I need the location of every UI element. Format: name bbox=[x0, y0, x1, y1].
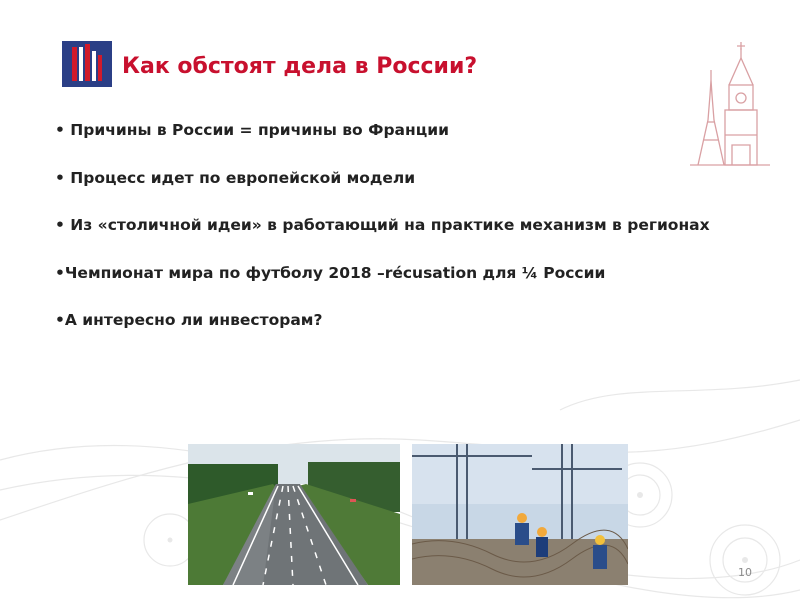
logo bbox=[62, 41, 112, 87]
highway-photo bbox=[188, 444, 400, 585]
page-number: 10 bbox=[738, 566, 752, 579]
bullet-item: •Чемпионат мира по футболу 2018 –récusation для ¼ России bbox=[55, 263, 606, 282]
bullet-item: • Из «столичной идеи» в работающий на практике механизм в регионах bbox=[55, 216, 710, 234]
bullet-list bbox=[55, 120, 775, 358]
bullet-item: • Процесс идет по европейской модели bbox=[55, 168, 416, 187]
construction-workers-photo bbox=[412, 444, 628, 585]
slide-title: Как обстоят дела в России? bbox=[122, 54, 478, 79]
bullet-item: • Причины в России = причины во Франции bbox=[55, 121, 449, 139]
bullet-item: •А интересно ли инвесторам? bbox=[55, 311, 323, 329]
